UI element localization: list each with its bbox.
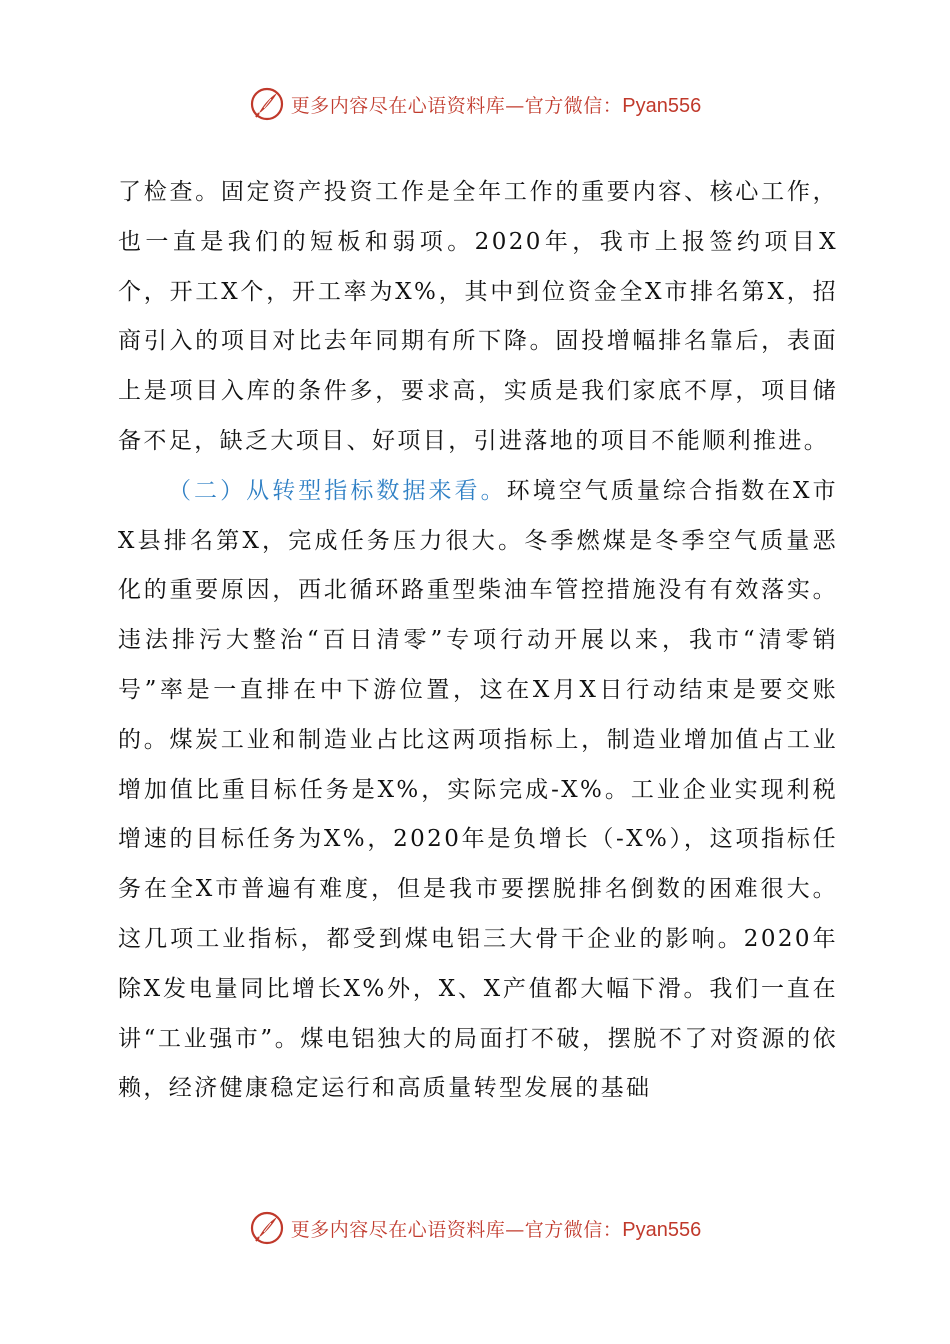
paragraph-text: 环境空气质量综合指数在X市X县排名第X，完成任务压力很大。冬季燃煤是冬季空气质量恶化的重要原因，西北循环路重型柴油车管控措施没有有效落实。违法排污大整治“百日清零”专项行动开展以来，我市“清零销号”率是一直排在中下游位置，这在X月X日行动结束是要交账的。煤炭工业和制造业占比这两项指标上，制造业增加值占工业增加值比重目标任务是X%，实际完成-X%。工业企业实现利税增速的目标任务为X%，2020年是负增长（-X%），这项指标任务在全X市普遍有难度，但是我市要摆脱排名倒数的困难很大。这几项工业指标，都受到煤电铝三大骨干企业的影响。2020年除X发电量同比增长X%外，X、X产值都大幅下滑。我们一直在讲“工业强市”。煤电铝独大的局面打不破，摆脱不了对资源的依赖，经济健康稳定运行和高质量转型发展的基础 <box>118 477 838 1102</box>
document-body <box>118 168 838 1114</box>
header-banner <box>0 84 950 124</box>
wechat-id: Pyan556 <box>622 1218 702 1241</box>
section-heading: （二）从转型指标数据来看。 <box>168 477 507 504</box>
quill-pen-circle-icon <box>249 1210 285 1246</box>
banner-text: 更多内容尽在心语资料库—官方微信：Pyan556 <box>290 94 702 117</box>
paragraph <box>118 467 838 1114</box>
quill-pen-circle-icon <box>249 86 285 122</box>
paragraph: 了检查。固定资产投资工作是全年工作的重要内容、核心工作，也一直是我们的短板和弱项。2020年，我市上报签约项目X个，开工X个，开工率为X%，其中到位资金全X市排名第X，招商引入的项目对比去年同期有所下降。固投增幅排名靠后，表面上是项目入库的条件多，要求高，实质是我们家底不厚，项目储备不足，缺乏大项目、好项目，引进落地的项目不能顺利推进。 <box>118 179 838 454</box>
wechat-id: Pyan556 <box>622 94 702 117</box>
footer-banner <box>0 1208 950 1248</box>
banner-text: 更多内容尽在心语资料库—官方微信：Pyan556 <box>290 1218 702 1241</box>
